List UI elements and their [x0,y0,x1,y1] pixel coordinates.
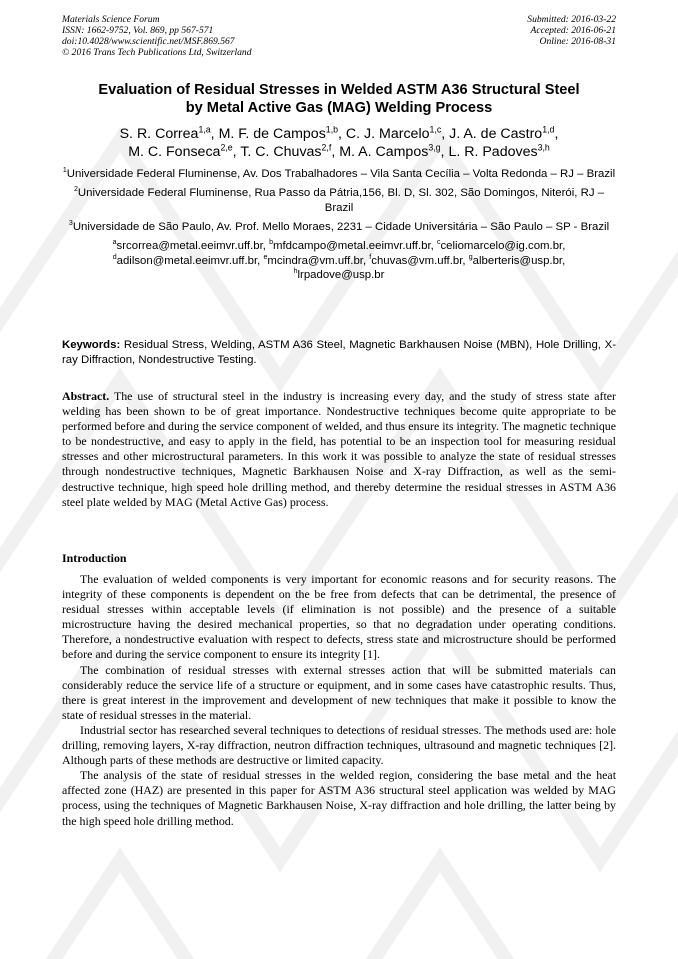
author-name: J. A. de Castro [449,126,543,142]
introduction-paragraph: Industrial sector has researched several techniques to detections of residual stresses. The methods used are: hole drilling, removing layers, X-ray diffraction, neutron diffraction techniques, ultrasound and magnetic techniques [2]. Although parts of these methods are destructive or limited capacity. [62,722,616,768]
keywords-text: Residual Stress, Welding, ASTM A36 Steel, Magnetic Barkhausen Noise (MBN), Hole Drilling, X-ray Diffraction, Nondestructive Testing. [62,339,616,366]
email-mark: h [293,268,298,276]
journal-issn: ISSN: 1662-9752, Vol. 869, pp 567-571 [62,25,214,36]
email-address: adilson@metal.eeimvr.uff.br [116,254,258,267]
email-mark: c [436,239,441,247]
email-address: celiomarcelo@ig.com.br [440,240,563,252]
affiliation-text: Universidade Federal Fluminense, Av. Dos Trabalhadores – Vila Santa Cecília – Volta Redonda – RJ – Brazil [66,168,616,180]
author-affiliation-mark: 3,h [537,142,550,153]
online-date: Online: 2016-08-31 [539,36,616,47]
journal-doi: doi:10.4028/www.scientific.net/MSF.869.567 [62,36,235,47]
author-affiliation-mark: 2,e [220,142,233,153]
accepted-date: Accepted: 2016-06-21 [530,25,616,36]
keywords-section [62,338,616,368]
journal-info [62,14,252,58]
affiliations [62,167,616,283]
email-address: chuvas@vm.uff.br [371,254,463,267]
title-line-2: by Metal Active Gas (MAG) Welding Process [185,100,493,116]
author-name: S. R. Correa [119,126,199,142]
email-line-3 [62,268,616,283]
author-name: M. A. Campos [339,144,429,160]
author-name: L. R. Padoves [448,144,538,160]
affiliation-number: 1 [62,167,67,175]
introduction-paragraph: The analysis of the state of residual stresses in the welded region, considering the base metal and the heat affected zone (HAZ) are presented in this paper for ASTM A36 structural steel application was welded by MAG process, using the techniques of Magnetic Barkhausen Noise, X-ray diffraction and hole drilling, the latter being by the high speed hole drilling method. [62,768,616,828]
affiliation-text: Universidade de São Paulo, Av. Prof. Mello Moraes, 2231 – Cidade Universitária – São Paulo – SP - Brazil [72,220,610,233]
email-address: lrpadove@usp.br [297,269,385,281]
affiliation-2 [62,186,616,215]
introduction-paragraph: The evaluation of welded components is very important for economic reasons and for security reasons. The integrity of these components is dependent on the be free from defects that can be detrimental, the presence of residual stresses within acceptable levels (if elimination is not possible) and the presence of a suitable microstructure having the desired mechanical properties, so that no degradation under operating conditions. Therefore, a nondestructive evaluation with respect to defects, stress state and microstructure should be performed before and during the service component to ensure its integrity [1]. [62,572,616,662]
submission-dates [527,14,616,47]
author-list [62,125,616,161]
email-address: alberteris@usp.br [472,254,563,267]
author-name: C. J. Marcelo [345,126,430,142]
email-address: srcorrea@metal.eeimvr.uff.br [116,240,263,252]
title-line-1: Evaluation of Residual Stresses in Welded ASTM A36 Structural Steel [98,82,580,98]
keywords-label: Keywords: [62,339,121,351]
author-name: M. C. Fonseca [128,144,221,160]
author-line-2: M. C. Fonseca$^{2,e}$, T. C. Chuvas$^{2,f}$, M. A. Campos$^{3,g}$, L. R. Padoves$^{3,h}$ [128,142,550,160]
affiliation-number: 2 [73,186,78,194]
email-mark: f [369,253,372,261]
journal-copyright: © 2016 Trans Tech Publications Ltd, Switzerland [62,47,252,58]
affiliation-1 [62,167,616,182]
author-affiliation-mark: 1,b [325,124,339,135]
affiliation-3 [62,220,616,235]
author-affiliation-mark: 1,d [542,124,555,135]
author-affiliation-mark: 2,f [321,142,332,153]
abstract-text: The use of structural steel in the industry is increasing every day, and the study of stress state after welding has been shown to be of great importance. Nondestructive techniques become quite appropriate to be performed before and during the service component of welded, and thus ensure its integrity. The magnetic technique to be nondestructive, and easy to apply in the field, has potential to be an inspection tool for measuring residual stresses and other microstructural parameters. In this work it was possible to analyze the state of residual stresses through nondestructive techniques, Magnetic Barkhausen Noise and X-ray Diffraction, as well as the semi-destructive technique, high speed hole drilling method, and thereby determine the residual stresses in ASTM A36 steel plate welded by MAG (Metal Active Gas) process. [62,389,616,509]
journal-name: Materials Science Forum [62,14,160,25]
paper-title [62,81,616,117]
email-line-1: $^a$srcorrea@metal.eeimvr.uff.br, $^b$mfdcampo@metal.eeimvr.uff.br, $^c$celiomarcelo@ig.com.br, [112,239,566,252]
affiliation-number: 3 [68,219,73,227]
email-mark: b [269,239,274,247]
email-mark: e [263,253,268,261]
abstract-label: Abstract. [62,389,110,403]
email-address: mfdcampo@metal.eeimvr.uff.br [273,240,431,252]
introduction-section [62,572,616,829]
affiliation-text: Universidade Federal Fluminense, Rua Passo da Pátria,156, Bl. D, Sl. 302, São Domingos, Niterói, RJ – Brazil [77,187,605,214]
introduction-paragraph: The combination of residual stresses with external stresses action that will be submitted materials can considerably reduce the service life of a structure or equipment, and in some cases have catastrophic results. Thus, there is great interest in the improvement and development of new techniques that make it possible to know the state of residual stresses in the material. [62,662,616,722]
submitted-date: Submitted: 2016-03-22 [527,14,616,25]
author-affiliation-mark: 1,c [429,124,442,135]
email-address: mcindra@vm.uff.br [267,254,363,267]
email-mark: d [112,253,117,261]
email-line-2: $^d$adilson@metal.eeimvr.uff.br, $^e$mcindra@vm.uff.br, $^f$chuvas@vm.uff.br, $^g$alberteris@usp.br, [112,253,566,267]
email-mark: g [468,253,473,261]
author-line-1: S. R. Correa$^{1,a}$, M. F. de Campos$^{1,b}$, C. J. Marcelo$^{1,c}$, J. A. de Castro$^{1,d}$, [119,124,559,142]
author-affiliation-mark: 3,g [428,142,441,153]
email-mark: a [112,239,117,247]
author-name: M. F. de Campos [218,126,326,142]
author-name: T. C. Chuvas [240,144,322,160]
author-emails [62,239,616,283]
author-affiliation-mark: 1,a [198,124,211,135]
introduction-heading: Introduction [62,551,127,565]
abstract-section [62,389,616,510]
